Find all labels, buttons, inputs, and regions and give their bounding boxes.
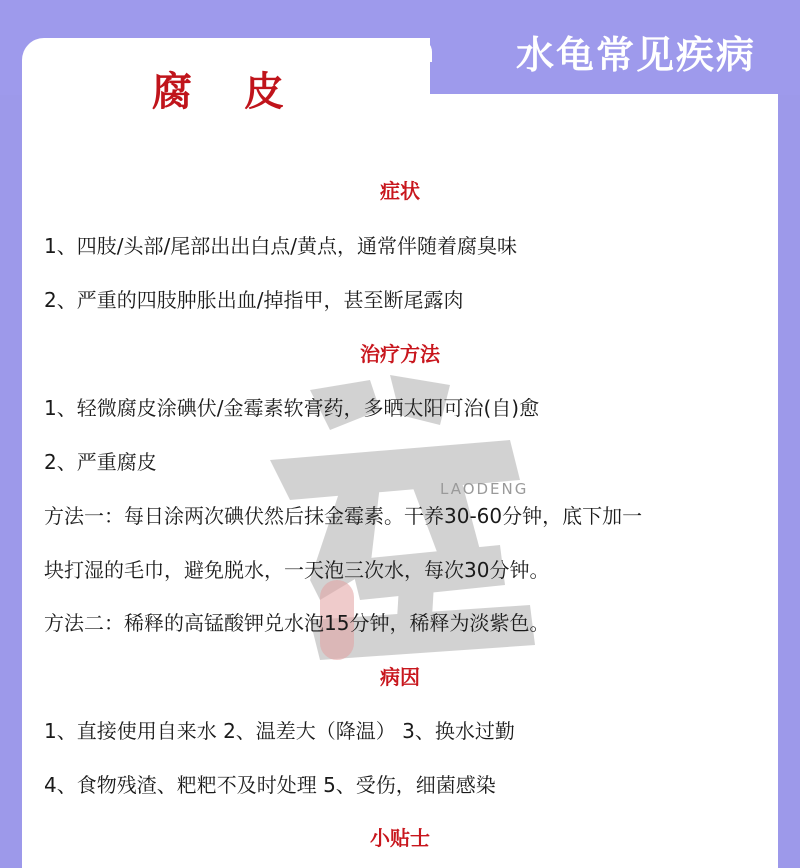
treatment-line: 2、严重腐皮 bbox=[44, 450, 157, 474]
symptom-line: 1、四肢/头部/尾部出出白点/黄点，通常伴随着腐臭味 bbox=[44, 234, 517, 258]
disease-title: 腐皮 bbox=[152, 68, 336, 115]
watermark-text: LAODENG bbox=[440, 480, 529, 498]
cause-line: 1、直接使用自来水 2、温差大（降温） 3、换水过勤 bbox=[44, 719, 515, 743]
symptom-line: 2、严重的四肢肿胀出血/掉指甲，甚至断尾露肉 bbox=[44, 288, 464, 312]
treatment-line: 方法一：每日涂两次碘伏然后抹金霉素。干养30-60分钟，底下加一 bbox=[44, 504, 643, 528]
treatment-line: 1、轻微腐皮涂碘伏/金霉素软膏药，多晒太阳可治(自)愈 bbox=[44, 396, 540, 420]
cause-line: 4、食物残渣、粑粑不及时处理 5、受伤，细菌感染 bbox=[44, 773, 496, 797]
section-heading-treatment: 治疗方法 bbox=[360, 342, 440, 366]
category-title: 水龟常见疾病 bbox=[515, 33, 756, 77]
section-heading-symptoms: 症状 bbox=[380, 179, 420, 203]
treatment-line: 方法二：稀释的高锰酸钾兑水泡15分钟，稀释为淡紫色。 bbox=[44, 611, 550, 635]
treatment-line: 块打湿的毛巾，避免脱水，一天泡三次水，每次30分钟。 bbox=[44, 558, 550, 582]
section-heading-tips: 小贴士 bbox=[370, 826, 430, 850]
section-heading-causes: 病因 bbox=[380, 665, 420, 689]
